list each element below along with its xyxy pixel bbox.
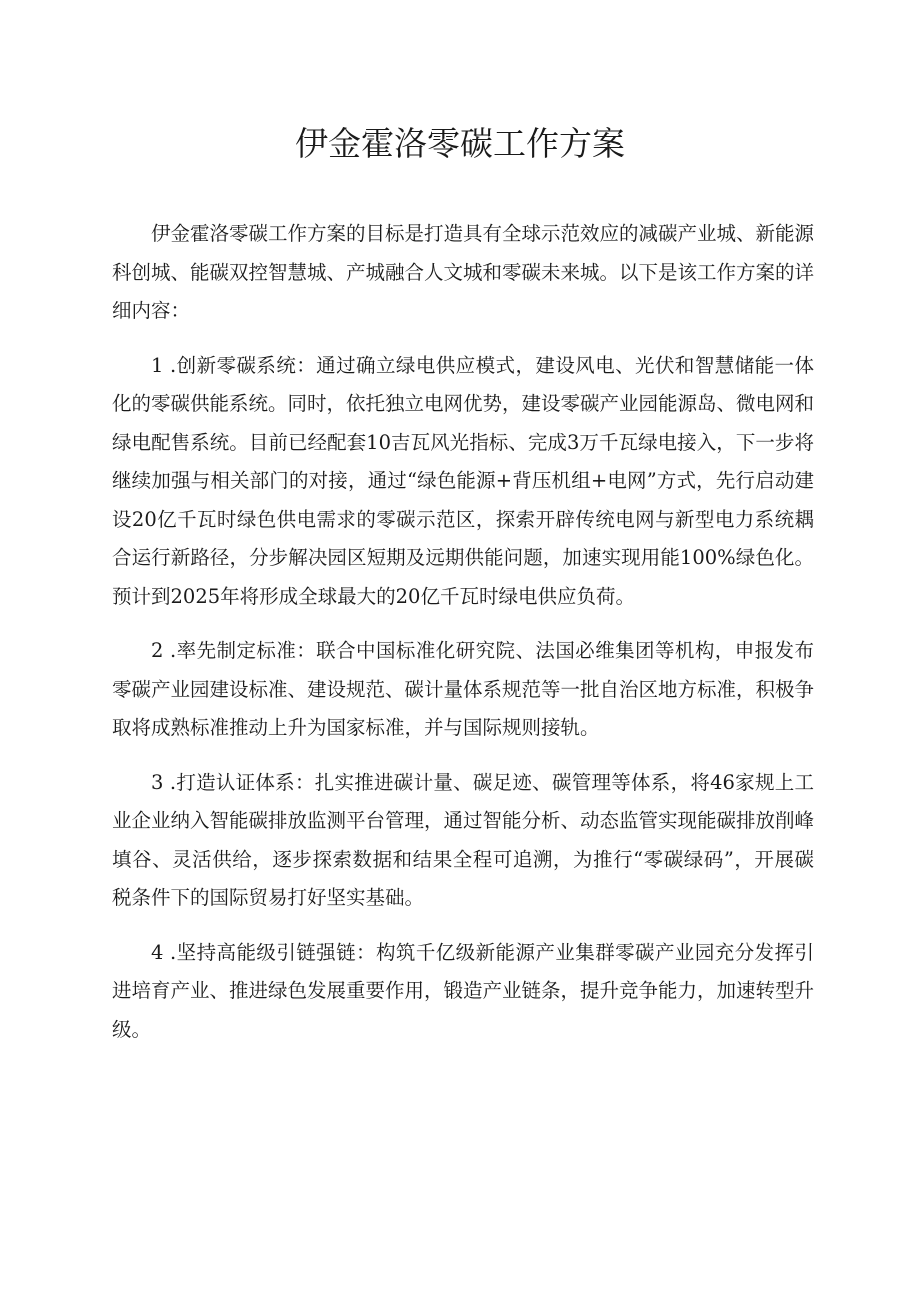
intro-paragraph: 伊金霍洛零碳工作方案的目标是打造具有全球示范效应的减碳产业城、新能源科创城、能碳双控智慧城、产城融合人文城和零碳未来城。以下是该工作方案的详细内容： <box>112 222 815 322</box>
document-body <box>112 215 814 1065</box>
section-4-paragraph: 4 .坚持高能级引链强链：构筑千亿级新能源产业集群零碳产业园充分发挥引进培育产业、推进绿色发展重要作用，锻造产业链条，提升竞争能力，加速转型升级。 <box>112 940 815 1041</box>
document-title: 伊金霍洛零碳工作方案 <box>295 124 625 163</box>
section-3-paragraph: 3 .打造认证体系：扎实推进碳计量、碳足迹、碳管理等体系，将46家规上工业企业纳入智能碳排放监测平台管理，通过智能分析、动态监管实现能碳排放削峰填谷、灵活供给，逐步探索数据和结果全程可追溯，为推行“零碳绿码”，开展碳税条件下的国际贸易打好坚实基础。 <box>112 770 815 909</box>
section-2-paragraph: 2 .率先制定标准：联合中国标准化研究院、法国必维集团等机构，申报发布零碳产业园建设标准、建设规范、碳计量体系规范等一批自治区地方标准，积极争取将成熟标准推动上升为国家标准，并与国际规则接轨。 <box>112 639 815 739</box>
section-1-paragraph: 1 .创新零碳系统：通过确立绿电供应模式，建设风电、光伏和智慧储能一体化的零碳供能系统。同时，依托独立电网优势，建设零碳产业园能源岛、微电网和绿电配售系统。目前已经配套10吉瓦风光指标、完成3万千瓦绿电接入，下一步将继续加强与相关部门的对接，通过“绿色能源+背压机组+电网”方式，先行启动建设20亿千瓦时绿色供电需求的零碳示范区，探索开辟传统电网与新型电力系统耦合运行新路径，分步解决园区短期及远期供能问题，加速实现用能100%绿色化。预计到2025年将形成全球最大的20亿千瓦时绿电供应负荷。 <box>112 353 815 608</box>
